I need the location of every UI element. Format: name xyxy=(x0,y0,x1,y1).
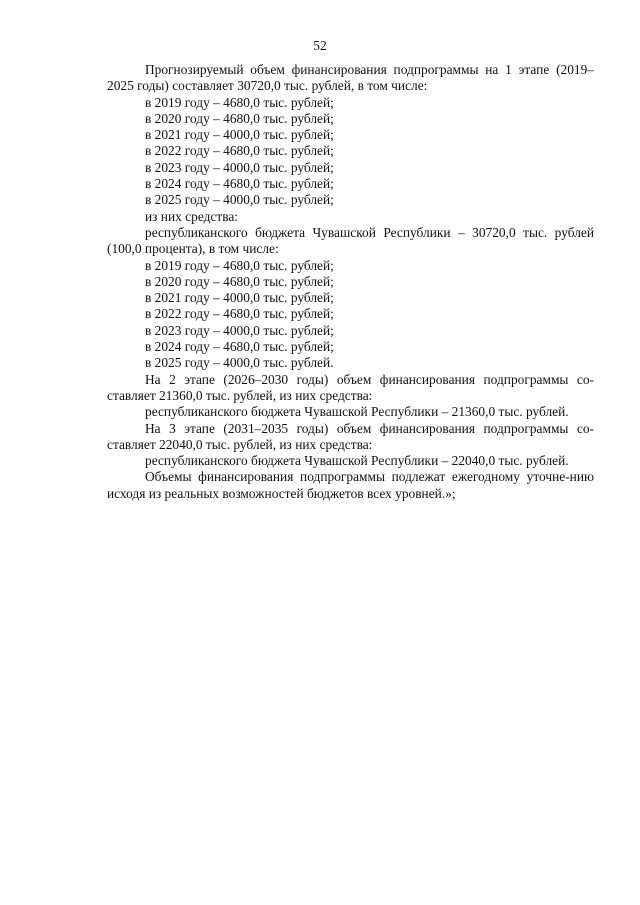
of-which-funds-label: из них средства: xyxy=(145,208,239,224)
list-item: в 2021 году – 4000,0 тыс. рублей; xyxy=(145,290,334,306)
republican-budget-stage1-paragraph: республиканского бюджета Чувашской Республики – 30720,0 тыс. рублей (100,0 процента), в том числе: xyxy=(107,224,594,257)
list-item: в 2019 году – 4680,0 тыс. рублей; xyxy=(145,257,334,273)
list-item: в 2024 году – 4680,0 тыс. рублей; xyxy=(145,176,334,192)
list-item: в 2023 году – 4000,0 тыс. рублей; xyxy=(145,159,334,175)
closing-paragraph: Объемы финансирования подпрограммы подлежат ежегодному уточне-нию исходя из реальных возможностей бюджетов всех уровней.»; xyxy=(107,469,594,501)
list-item: в 2025 году – 4000,0 тыс. рублей. xyxy=(145,355,334,371)
list-item: в 2025 году – 4000,0 тыс. рублей; xyxy=(145,192,334,208)
list-item: в 2021 году – 4000,0 тыс. рублей; xyxy=(145,127,334,143)
stage3-republican-line: республиканского бюджета Чувашской Республики – 22040,0 тыс. рублей. xyxy=(145,453,569,469)
stage1-republican-year-list xyxy=(107,258,594,372)
list-item: в 2020 году – 4680,0 тыс. рублей; xyxy=(145,273,334,289)
list-item: в 2023 году – 4000,0 тыс. рублей; xyxy=(145,322,334,338)
list-item: в 2020 году – 4680,0 тыс. рублей; xyxy=(145,110,334,126)
list-item: в 2024 году – 4680,0 тыс. рублей; xyxy=(145,339,334,355)
list-item: в 2022 году – 4680,0 тыс. рублей; xyxy=(145,143,334,159)
stage1-total-year-list xyxy=(107,95,594,209)
document-body xyxy=(107,62,594,502)
list-item: в 2019 году – 4680,0 тыс. рублей; xyxy=(145,94,334,110)
list-item: в 2022 году – 4680,0 тыс. рублей; xyxy=(145,306,334,322)
stage3-paragraph: На 3 этапе (2031–2035 годы) объем финансирования подпрограммы со-ставляет 22040,0 тыс. рублей, из них средства: xyxy=(107,420,594,452)
stage1-intro-paragraph: Прогнозируемый объем финансирования подпрограммы на 1 этапе (2019–2025 годы) составляет 30720,0 тыс. рублей, в том числе: xyxy=(107,62,594,94)
stage2-paragraph: На 2 этапе (2026–2030 годы) объем финансирования подпрограммы со-ставляет 21360,0 тыс. рублей, из них средства: xyxy=(107,371,594,403)
stage2-republican-line: республиканского бюджета Чувашской Республики – 21360,0 тыс. рублей. xyxy=(145,404,569,420)
page-number: 52 xyxy=(313,38,327,53)
